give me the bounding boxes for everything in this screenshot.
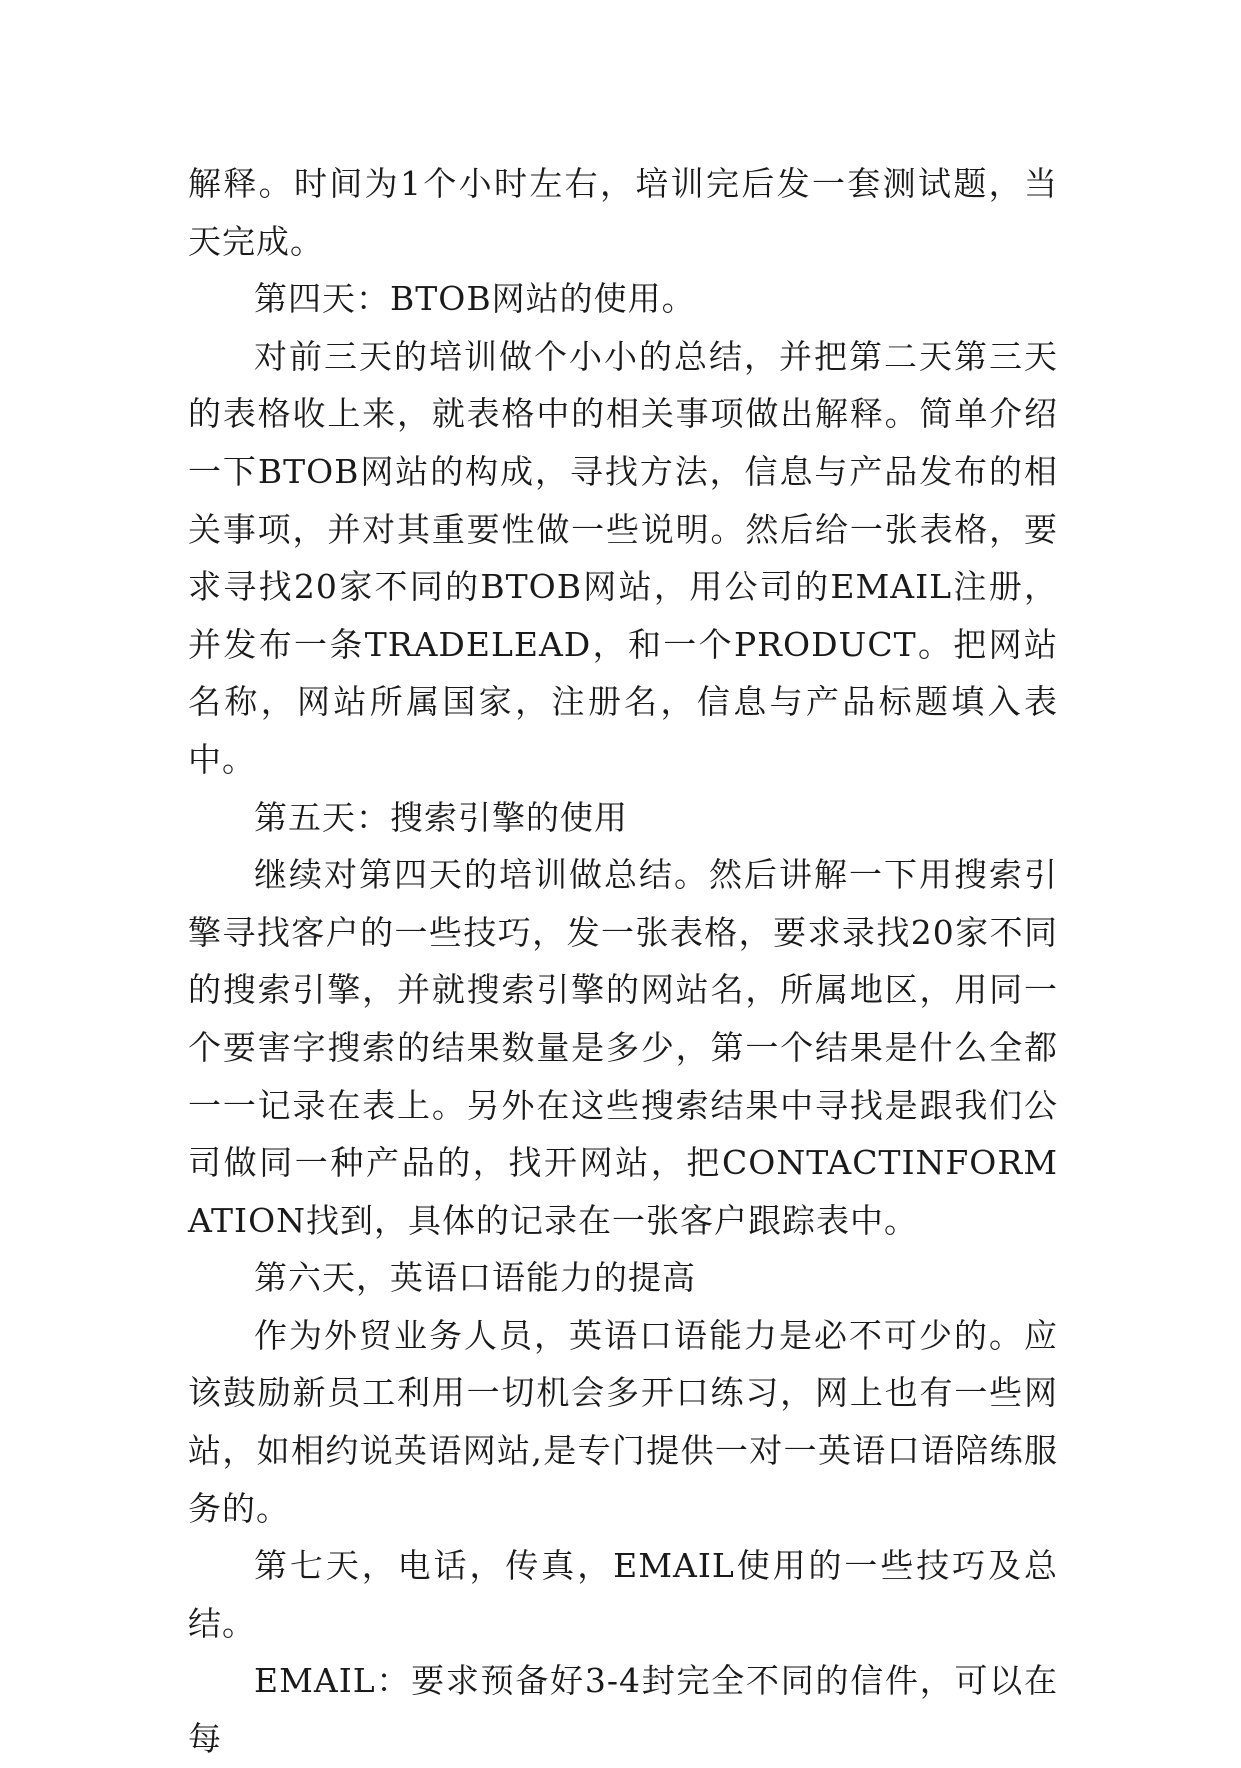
heading-day-five: 第五天：搜索引擎的使用 <box>254 797 628 837</box>
heading-day-four: 第四天：BTOB网站的使用。 <box>254 279 696 319</box>
paragraph-day-four: 对前三天的培训做个小小的总结，并把第二天第三天的表格收上来，就表格中的相关事项做出解释。简单介绍一下BTOB网站的构成，寻找方法，信息与产品发布的相关事项，并对其重要性做一些说明。然后给一张表格，要求寻找20家不同的BTOB网站，用公司的EMAIL注册，并发布一条TRADELEAD，和一个PRODUCT。把网站名称，网站所属国家，注册名，信息与产品标题填入表中。 <box>188 336 1058 779</box>
paragraph-intro-continuation: 解释。时间为1个小时左右，培训完后发一套测试题，当天完成。 <box>188 164 1058 261</box>
heading-day-seven: 第七天，电话，传真，EMAIL使用的一些技巧及总结。 <box>188 1546 1058 1643</box>
paragraph-day-six: 作为外贸业务人员，英语口语能力是必不可少的。应该鼓励新员工利用一切机会多开口练习，网上也有一些网站，如相约说英语网站,是专门提供一对一英语口语陪练服务的。 <box>188 1315 1058 1528</box>
paragraph-day-five: 继续对第四天的培训做总结。然后讲解一下用搜索引擎寻找客户的一些技巧，发一张表格，要求录找20家不同的搜索引擎，并就搜索引擎的网站名，所属地区，用同一个要害字搜索的结果数量是多少，第一个结果是什么全都一一记录在表上。另外在这些搜索结果中寻找是跟我们公司做同一种产品的，找开网站，把CONTACTINFORMATION找到，具体的记录在一张客户跟踪表中。 <box>188 855 1058 1240</box>
heading-day-six: 第六天，英语口语能力的提高 <box>254 1258 696 1298</box>
paragraph-email: EMAIL：要求预备好3-4封完全不同的信件，可以在每 <box>188 1661 1058 1759</box>
document-body <box>188 155 1058 1768</box>
